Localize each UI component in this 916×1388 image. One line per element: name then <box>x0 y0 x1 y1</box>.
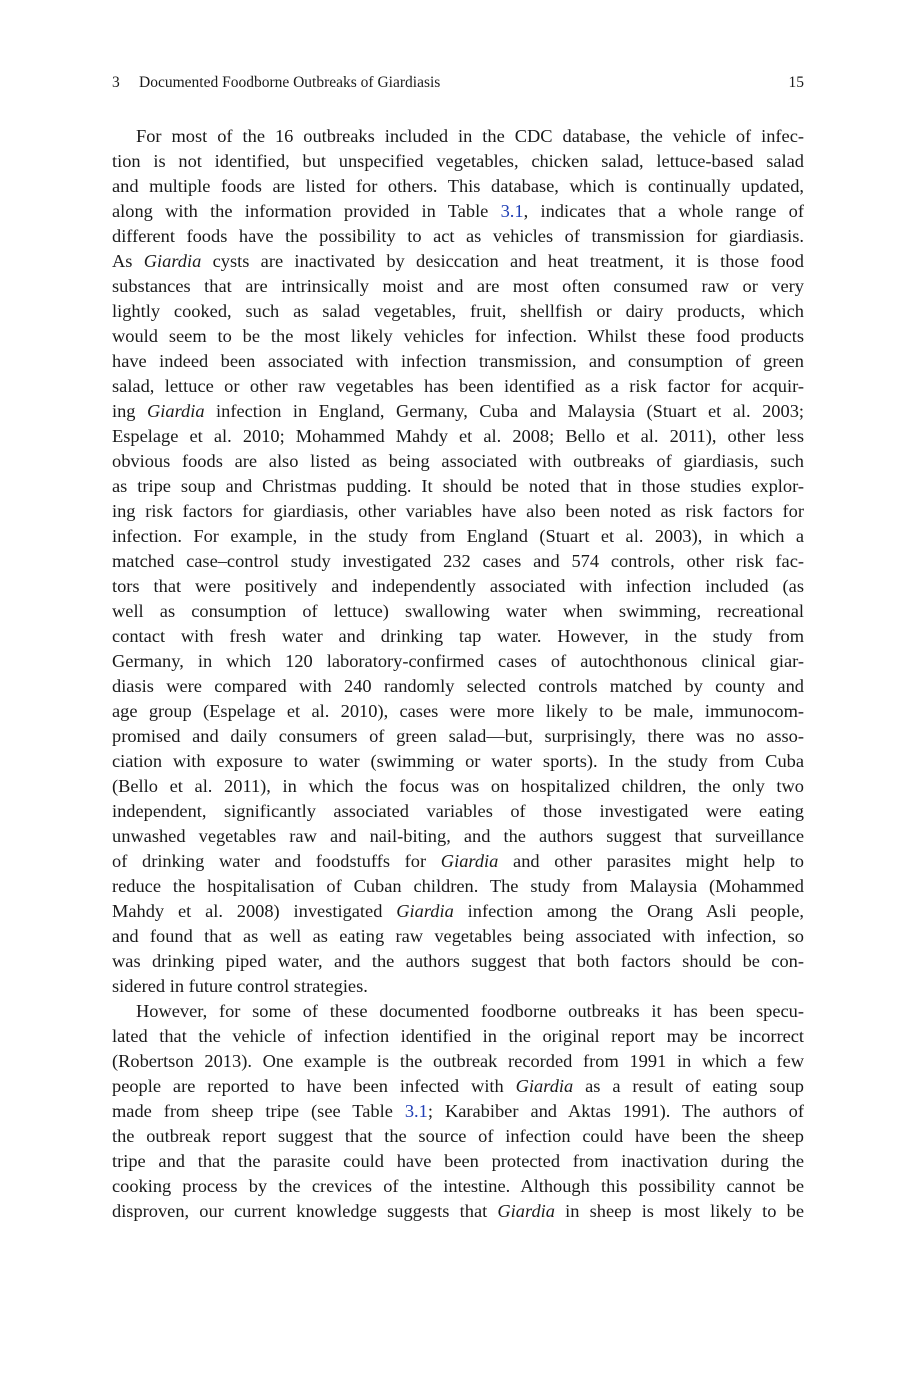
text-line <box>112 1199 804 1224</box>
text-line <box>112 824 804 849</box>
text-line <box>112 974 804 999</box>
text-segment: (Bello et al. 2011), in which the focus was on hospitalized children, the only two <box>112 776 804 796</box>
text-segment: the outbreak report suggest that the source of infection could have been the sheep <box>112 1126 804 1146</box>
text-line <box>112 299 804 324</box>
text-segment: diasis were compared with 240 randomly selected controls matched by county and <box>112 676 804 696</box>
text-line <box>112 999 804 1024</box>
text-segment: was drinking piped water, and the authors suggest that both factors should be con- <box>112 951 804 971</box>
text-line <box>112 1099 804 1124</box>
text-line <box>112 574 804 599</box>
text-line <box>112 324 804 349</box>
text-segment: salad, lettuce or other raw vegetables has been identified as a risk factor for acquir- <box>112 376 804 396</box>
text-segment: and multiple foods are listed for others. This database, which is continually updated, <box>112 176 804 196</box>
text-segment: of drinking water and foodstuffs for <box>112 851 441 871</box>
text-segment: ing <box>112 401 147 421</box>
text-line <box>112 474 804 499</box>
italic-term: Giardia <box>146 401 205 421</box>
text-line <box>112 1124 804 1149</box>
text-segment: ; Karabiber and Aktas 1991). The authors of <box>427 1101 804 1121</box>
text-segment: promised and daily consumers of green salad—but, surprisingly, there was no asso- <box>112 726 804 746</box>
text-line <box>112 1174 804 1199</box>
text-segment: as tripe soup and Christmas pudding. It should be noted that in those studies explor- <box>112 476 804 496</box>
text-segment: substances that are intrinsically moist and are most often consumed raw or very <box>112 276 804 296</box>
text-segment: For most of the 16 outbreaks included in the CDC database, the vehicle of infec- <box>136 126 804 146</box>
text-line <box>112 424 804 449</box>
page-number: 15 <box>788 74 804 91</box>
text-line <box>112 699 804 724</box>
text-segment: along with the information provided in Table <box>112 201 501 221</box>
text-segment: people are reported to have been infected with <box>112 1076 516 1096</box>
italic-term: Giardia <box>497 1201 555 1221</box>
text-segment: lightly cooked, such as salad vegetables, fruit, shellfish or dairy products, which <box>112 301 804 321</box>
running-head <box>112 72 804 94</box>
text-segment: infection. For example, in the study from England (Stuart et al. 2003), in which a <box>112 526 804 546</box>
table-reference-link[interactable]: 3.1 <box>500 201 524 221</box>
text-line <box>112 174 804 199</box>
text-segment: (Robertson 2013). One example is the outbreak recorded from 1991 in which a few <box>112 1051 804 1071</box>
text-segment: Germany, in which 120 laboratory-confirmed cases of autochthonous clinical giar- <box>112 651 804 671</box>
text-line <box>112 449 804 474</box>
text-line <box>112 849 804 874</box>
text-segment: tripe and that the parasite could have been protected from inactivation during the <box>112 1151 804 1171</box>
text-segment: in sheep is most likely to be <box>554 1201 804 1221</box>
chapter-number: 3 <box>112 74 120 91</box>
text-segment: infection among the Orang Asli people, <box>453 901 804 921</box>
text-segment: and found that as well as eating raw vegetables being associated with infection, so <box>112 926 804 946</box>
text-line <box>112 524 804 549</box>
text-line <box>112 749 804 774</box>
text-line <box>112 874 804 899</box>
text-segment: would seem to be the most likely vehicles for infection. Whilst these food products <box>112 326 804 346</box>
italic-term: Giardia <box>515 1076 574 1096</box>
text-line <box>112 799 804 824</box>
text-line <box>112 399 804 424</box>
text-segment: As <box>112 251 144 271</box>
paragraph <box>112 999 804 1224</box>
text-line <box>112 149 804 174</box>
text-segment: However, for some of these documented foodborne outbreaks it has been specu- <box>136 1001 804 1021</box>
chapter-title: Documented Foodborne Outbreaks of Giardiasis <box>139 74 441 91</box>
text-segment: made from sheep tripe (see Table <box>112 1101 405 1121</box>
text-segment: contact with fresh water and drinking tap water. However, in the study from <box>112 626 804 646</box>
text-segment: tion is not identified, but unspecified vegetables, chicken salad, lettuce-based salad <box>112 151 804 171</box>
italic-term: Giardia <box>143 251 202 271</box>
text-segment: , indicates that a whole range of <box>523 201 804 221</box>
text-line <box>112 349 804 374</box>
text-line <box>112 649 804 674</box>
table-reference-link[interactable]: 3.1 <box>404 1101 428 1121</box>
italic-term: Giardia <box>440 851 499 871</box>
paragraph <box>112 124 804 999</box>
text-line <box>112 499 804 524</box>
text-segment: well as consumption of lettuce) swallowing water when swimming, recreational <box>112 601 804 621</box>
text-line <box>112 674 804 699</box>
body-text <box>112 124 804 1224</box>
text-line <box>112 199 804 224</box>
text-line <box>112 274 804 299</box>
text-line <box>112 949 804 974</box>
text-line <box>112 1149 804 1174</box>
text-line <box>112 924 804 949</box>
text-line <box>112 224 804 249</box>
text-line <box>112 249 804 274</box>
text-segment: infection in England, Germany, Cuba and Malaysia (Stuart et al. 2003; <box>204 401 804 421</box>
italic-term: Giardia <box>396 901 454 921</box>
text-segment: cysts are inactivated by desiccation and heat treatment, it is those food <box>201 251 804 271</box>
text-segment: lated that the vehicle of infection identified in the original report may be incorrect <box>112 1026 804 1046</box>
text-segment: ing risk factors for giardiasis, other variables have also been noted as risk factors for <box>112 501 804 521</box>
text-segment: matched case–control study investigated 232 cases and 574 controls, other risk fac- <box>112 551 804 571</box>
text-segment: unwashed vegetables raw and nail-biting, and the authors suggest that surveillance <box>112 826 804 846</box>
text-segment: obvious foods are also listed as being associated with outbreaks of giardiasis, such <box>112 451 804 471</box>
text-line <box>112 549 804 574</box>
text-segment: cooking process by the crevices of the intestine. Although this possibility cannot be <box>112 1176 804 1196</box>
text-segment: have indeed been associated with infection transmission, and consumption of green <box>112 351 804 371</box>
text-segment: independent, significantly associated variables of those investigated were eating <box>112 801 804 821</box>
text-line <box>112 599 804 624</box>
text-line <box>112 774 804 799</box>
text-line <box>112 899 804 924</box>
text-segment: tors that were positively and independently associated with infection included (as <box>112 576 804 596</box>
text-segment: age group (Espelage et al. 2010), cases were more likely to be male, immunocom- <box>112 701 804 721</box>
text-segment: sidered in future control strategies. <box>112 976 368 996</box>
text-line <box>112 624 804 649</box>
text-line <box>112 724 804 749</box>
text-segment: different foods have the possibility to act as vehicles of transmission for giardiasis. <box>112 226 804 246</box>
text-segment: as a result of eating soup <box>573 1076 804 1096</box>
text-line <box>112 374 804 399</box>
text-segment: ciation with exposure to water (swimming or water sports). In the study from Cuba <box>112 751 804 771</box>
text-segment: Espelage et al. 2010; Mohammed Mahdy et al. 2008; Bello et al. 2011), other less <box>112 426 804 446</box>
text-line <box>112 1074 804 1099</box>
text-segment: and other parasites might help to <box>498 851 804 871</box>
text-line <box>112 1049 804 1074</box>
text-segment: Mahdy et al. 2008) investigated <box>112 901 397 921</box>
text-line <box>112 1024 804 1049</box>
text-segment: reduce the hospitalisation of Cuban children. The study from Malaysia (Mohammed <box>112 876 804 896</box>
text-line <box>112 124 804 149</box>
text-segment: disproven, our current knowledge suggests that <box>112 1201 498 1221</box>
